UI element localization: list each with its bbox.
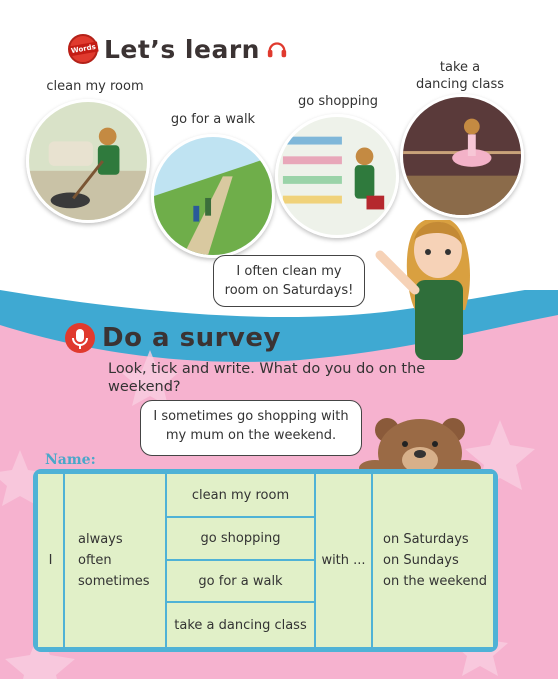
bear-illustration (355, 408, 485, 478)
survey-grid (38, 474, 493, 647)
caption-go-shopping: go shopping (298, 94, 378, 109)
grid-line (371, 474, 373, 647)
bubble-learn-line-2: room on Saturdays! (224, 283, 354, 298)
cell-times (383, 474, 493, 647)
bubble-learn-line-1: I often clean my (236, 264, 342, 279)
photo-go-for-a-walk (151, 134, 275, 258)
bubble-survey-line-2: my mum on the weekend. (165, 428, 337, 443)
speech-bubble-learn (213, 255, 365, 307)
do-a-survey-title: Do a survey (102, 323, 281, 353)
do-a-survey-heading (64, 322, 281, 354)
bubble-survey-line-1: I sometimes go shopping with (153, 409, 349, 424)
lets-learn-heading (68, 34, 288, 64)
caption-clean-my-room: clean my room (46, 79, 144, 94)
frequency-sometimes: sometimes (78, 574, 150, 589)
cell-subject: I (48, 553, 53, 568)
activity-go-for-a-walk[interactable]: go for a walk (198, 573, 283, 589)
words-badge-icon: Words (68, 34, 98, 64)
headphones-icon[interactable] (266, 38, 288, 60)
time-on-saturdays: on Saturdays (383, 532, 469, 547)
activity-take-a-dancing-class[interactable]: take a dancing class (174, 617, 307, 633)
name-label: Name: (45, 452, 96, 468)
time-on-sundays: on Sundays (383, 553, 459, 568)
caption-line-1: take a (439, 60, 481, 75)
activity-clean-my-room[interactable]: clean my room (191, 487, 290, 503)
photo-clean-my-room (26, 99, 150, 223)
frequency-often: often (78, 553, 112, 568)
caption-line-2: dancing class (415, 77, 505, 92)
caption-go-for-a-walk: go for a walk (170, 112, 256, 127)
survey-instruction: Look, tick and write. What do you do on the weekend? (108, 361, 426, 395)
survey-table (33, 469, 498, 652)
grid-line (63, 474, 65, 647)
cell-frequencies (78, 474, 163, 647)
time-on-the-weekend: on the weekend (383, 574, 487, 589)
girl-illustration (370, 200, 500, 360)
cell-with[interactable]: with ... (321, 553, 366, 568)
frequency-always: always (78, 532, 123, 547)
microphone-icon[interactable] (64, 322, 96, 354)
activity-go-shopping[interactable]: go shopping (200, 531, 281, 546)
caption-take-a-dancing-class (405, 59, 515, 93)
speech-bubble-survey (140, 400, 362, 456)
lets-learn-title: Let’s learn (104, 34, 260, 64)
